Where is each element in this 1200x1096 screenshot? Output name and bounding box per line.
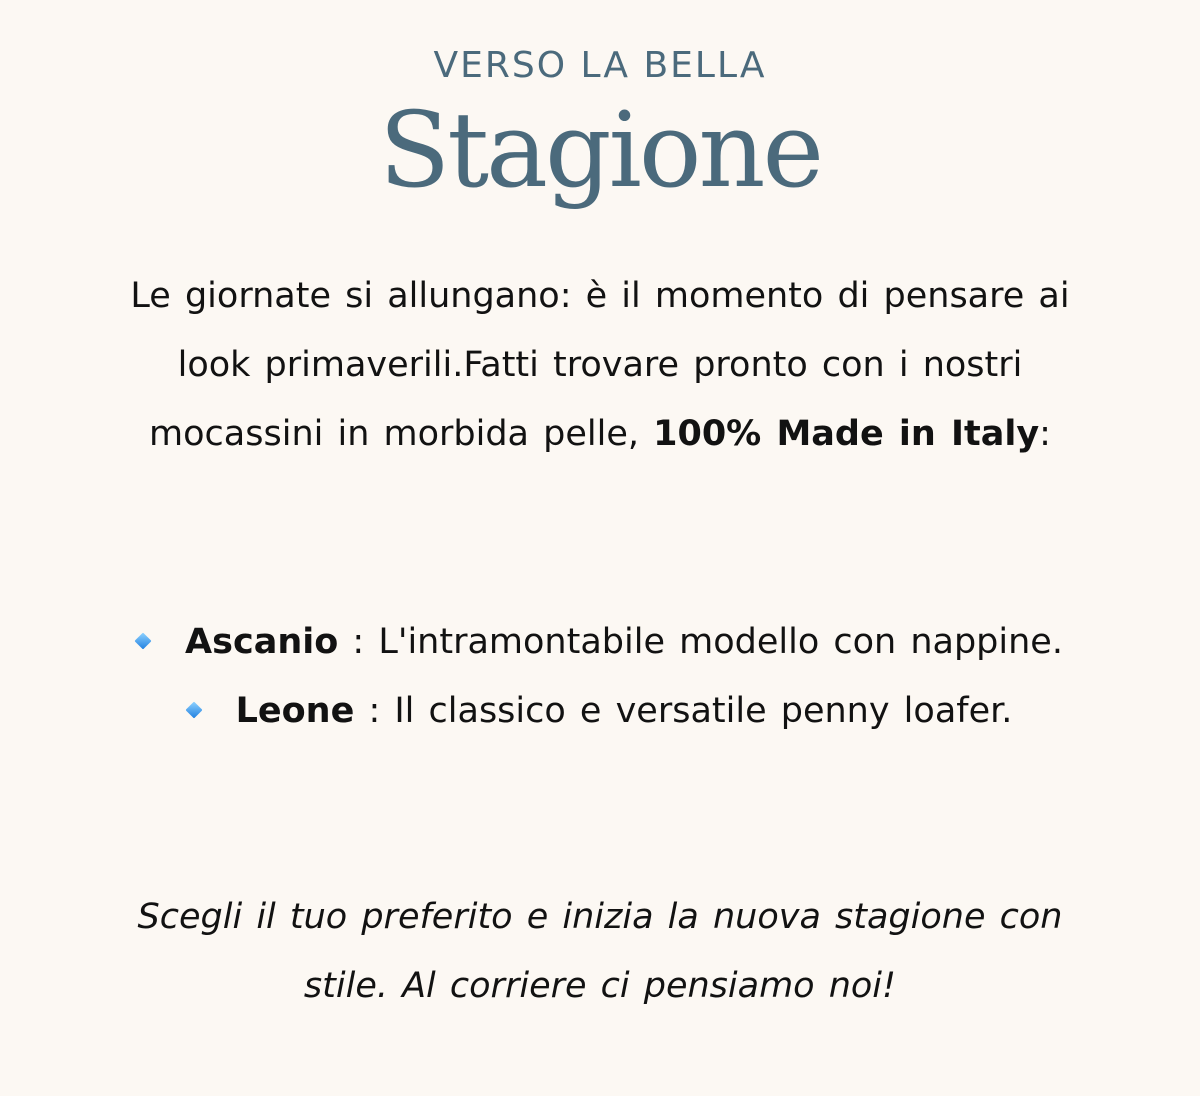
product-description-leone: : Il classico e versatile penny loafer. (354, 691, 1013, 731)
list-item (100, 677, 1100, 746)
intro-text: Le giornate si allungano: è il momento di pensare ai look primaverili.Fatti trovare pronto con i nostri mocassini in morbida pelle, (130, 276, 1070, 454)
eyebrow-title: VERSO LA BELLA (433, 45, 767, 86)
intro-paragraph (100, 262, 1100, 469)
product-description-ascanio: : L'intramontabile modello con nappine. (338, 622, 1063, 662)
intro-highlight: 100% Made in Italy (653, 414, 1040, 454)
list-item (100, 608, 1100, 677)
blue-diamond-icon (135, 633, 152, 650)
product-name-leone: Leone (235, 691, 355, 731)
headline-title: Stagione (378, 89, 822, 211)
product-name-ascanio: Ascanio (185, 622, 339, 662)
blue-diamond-icon (185, 702, 202, 719)
product-list (100, 608, 1100, 746)
closing-paragraph: Scegli il tuo preferito e inizia la nuova stagione con stile. Al corriere ci pensiamo noi! (137, 897, 1063, 1006)
intro-suffix: : (1039, 414, 1051, 454)
